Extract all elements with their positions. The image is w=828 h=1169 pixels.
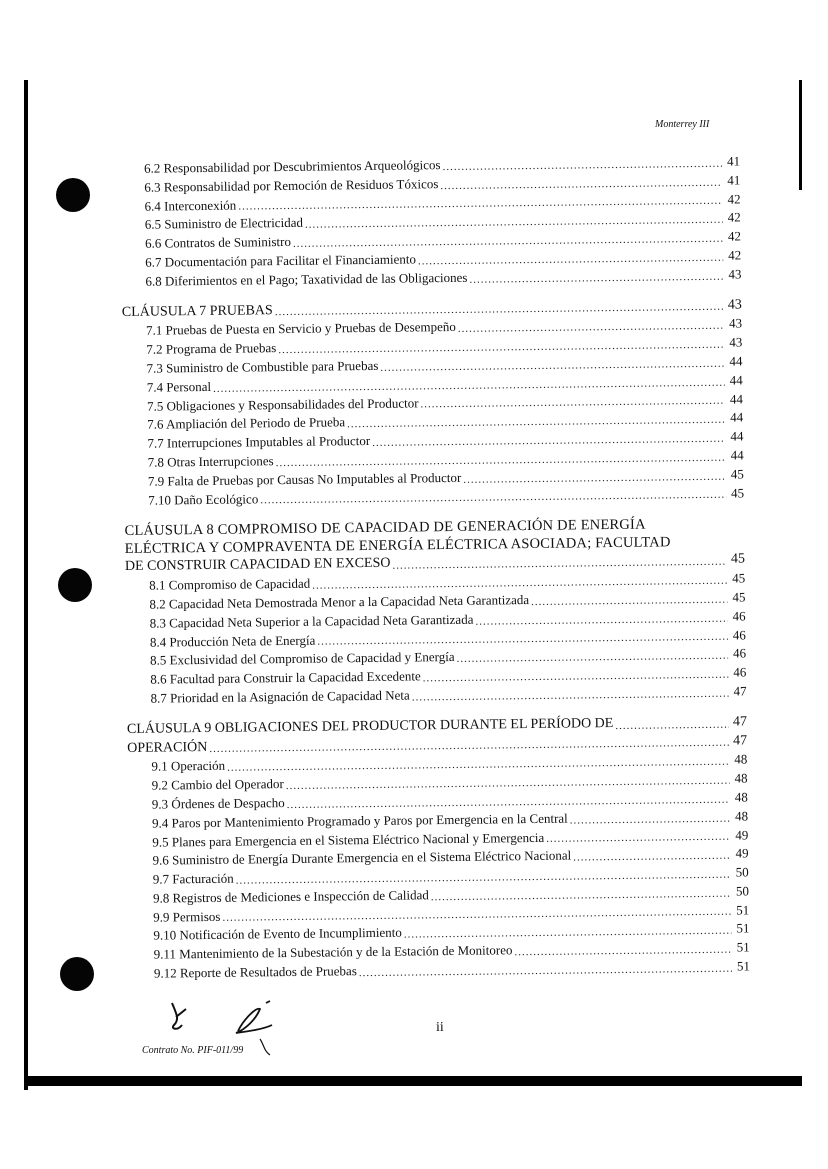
entry-title: 7.4 Personal: [146, 378, 212, 395]
page-number: 41: [727, 172, 741, 188]
toc-section-9: [127, 751, 750, 984]
page-number: 45: [731, 484, 745, 501]
entry-title: 9.12 Reporte de Resultados de Pruebas: [153, 963, 357, 981]
page-number: 46: [732, 645, 747, 661]
page-number: 49: [735, 845, 749, 861]
entry-title: 8.7 Prioridad en la Asignación de Capacidad Neta: [150, 687, 410, 706]
page-number: 45: [730, 466, 744, 482]
leader-dots: [531, 591, 727, 609]
page-number: 42: [728, 247, 742, 263]
page-number: 44: [730, 409, 744, 425]
page-number: 46: [733, 664, 747, 680]
page-number: 43: [728, 315, 743, 331]
leader-dots: [546, 829, 730, 847]
page-number: 51: [736, 939, 750, 955]
entry-title: 7.9 Falta de Pruebas por Causas No Imputables al Productor: [147, 469, 462, 489]
entry-title: 8.6 Facultad para Construir la Capacidad Excedente: [150, 668, 421, 687]
clause-title-line: OPERACIÓN: [127, 739, 208, 756]
entry-title: 9.1 Operación: [151, 758, 226, 774]
entry-title: 9.4 Paros por Mantenimiento Programado y Paros por Emergencia en la Central: [152, 810, 568, 831]
entry-title: 6.7 Documentación para Facilitar el Financiamiento: [145, 251, 417, 270]
table-of-contents: [120, 152, 750, 983]
entry-title: 7.10 Daño Ecológico: [148, 490, 259, 508]
entry-title: 9.6 Suministro de Energía Durante Emergencia en el Sistema Eléctrico Nacional: [152, 847, 572, 868]
punch-hole: [60, 957, 94, 991]
leader-dots: [570, 810, 731, 828]
page-number: 44: [729, 372, 743, 388]
page-number: 49: [735, 826, 749, 843]
leader-dots: [573, 848, 731, 866]
page-number: 47: [732, 714, 747, 730]
clause-title-line: CLÁUSULA 9 OBLIGACIONES DEL PRODUCTOR DURANTE EL PERÍODO DE: [126, 715, 614, 737]
leader-dots: [260, 487, 726, 509]
toc-section-8: [125, 570, 747, 709]
leader-dots: [457, 648, 729, 667]
entry-title: 7.6 Ampliación del Periodo de Prueba: [147, 414, 346, 433]
leader-dots: [442, 155, 722, 174]
page-number: 44: [730, 447, 744, 463]
leader-dots: [469, 268, 723, 287]
entry-title: 8.3 Capacidad Neta Superior a la Capacidad Neta Garantizada: [149, 611, 474, 631]
punch-hole: [56, 178, 90, 212]
clause-title: CLÁUSULA 7 PRUEBAS: [121, 302, 273, 320]
entry-title: 6.6 Contratos de Suministro: [144, 234, 291, 251]
page-number: 51: [736, 920, 750, 937]
page-number: 44: [730, 428, 744, 444]
page-number: 46: [732, 626, 746, 643]
page-number: 42: [727, 228, 742, 244]
leader-dots: [514, 942, 731, 961]
page-number: 48: [734, 751, 748, 767]
page-number: 44: [729, 390, 744, 407]
page-number: 43: [728, 266, 742, 282]
page-number: 51: [736, 958, 750, 974]
punch-hole: [58, 568, 92, 602]
entry-title: 9.11 Mantenimiento de la Subestación y de la Estación de Monitoreo: [153, 942, 513, 962]
entry-title: 8.5 Exclusividad del Compromiso de Capacidad y Energía: [150, 649, 455, 668]
entry-title: 7.5 Obligaciones y Responsabilidades del Productor: [146, 394, 419, 414]
scan-right-edge: [799, 80, 802, 190]
page-number: 47: [733, 683, 747, 699]
leader-dots: [359, 960, 732, 981]
entry-title: 7.2 Programa de Pruebas: [146, 340, 277, 357]
scan-bottom-edge: [24, 1076, 802, 1086]
contract-number: Contrato No. PIF-011/99: [142, 1045, 244, 1056]
clause-title-line: ELÉCTRICA Y COMPRAVENTA DE ENERGÍA ELÉCTRICA ASOCIADA; FACULTAD: [124, 534, 671, 558]
page-number: 51: [736, 902, 750, 918]
scan-left-edge: [24, 80, 28, 1090]
leader-dots: [615, 716, 729, 733]
entry-title: 9.5 Planes para Emergencia en el Sistema Eléctrico Nacional y Emergencia: [152, 829, 545, 850]
entry-title: 9.7 Facturación: [152, 870, 234, 887]
entry-title: 6.2 Responsabilidad por Descubrimientos Arqueológicos: [144, 157, 441, 176]
page-number: 43: [727, 296, 742, 313]
page-number: 48: [734, 789, 748, 805]
entry-title: 9.10 Notificación de Evento de Incumplimiento: [153, 925, 402, 944]
entry-title: 9.3 Órdenes de Despacho: [151, 794, 285, 812]
page-number: 44: [729, 353, 743, 369]
entry-title: 8.1 Compromiso de Capacidad: [149, 575, 311, 593]
entry-title: 9.9 Permisos: [153, 908, 221, 925]
entry-title: 6.8 Diferimientos en el Pago; Taxatividad de las Obligaciones: [145, 269, 468, 289]
page-number: 41: [726, 153, 741, 169]
entry-title: 6.3 Responsabilidad por Remoción de Residuos Tóxicos: [144, 175, 439, 195]
entry-title: 6.4 Interconexión: [144, 197, 237, 214]
leader-dots: [412, 685, 729, 705]
entry-title: 6.5 Suministro de Electricidad: [144, 215, 304, 233]
page-number: 45: [730, 551, 746, 567]
entry-title: 8.2 Capacidad Neta Demostrada Menor a la Capacidad Neta Garantizada: [149, 591, 530, 612]
toc-section-7: [122, 315, 744, 511]
page-number-footer: ii: [436, 1020, 444, 1035]
page-number: 45: [732, 570, 746, 586]
leader-dots: [458, 318, 724, 337]
page-number: 50: [735, 883, 750, 899]
entry-title: 7.7 Interrupciones Imputables al Productor: [147, 433, 371, 451]
leader-dots: [440, 174, 722, 193]
entry-title: 8.4 Producción Neta de Energía: [149, 632, 316, 650]
clause-title-line: CLÁUSULA 8 COMPROMISO DE CAPACIDAD DE GENERACIÓN DE ENERGÍA: [124, 516, 646, 540]
toc-section-6: [120, 152, 742, 291]
page-number: 48: [734, 808, 749, 824]
page-number: 45: [732, 589, 746, 605]
page-number: 42: [727, 209, 741, 225]
page-number: 50: [735, 864, 749, 880]
page-number: 47: [733, 732, 748, 749]
page-number: 42: [727, 191, 741, 207]
leader-dots: [475, 610, 727, 629]
entry-title: 9.2 Cambio del Operador: [151, 776, 284, 793]
leader-dots: [463, 468, 726, 487]
clause-title-line: DE CONSTRUIR CAPACIDAD EN EXCESO: [124, 556, 391, 575]
page-number: 48: [734, 770, 748, 786]
entry-title: 7.8 Otras Interrupciones: [147, 453, 274, 470]
entry-title: 9.8 Registros de Mediciones e Inspección de Calidad: [152, 887, 429, 906]
entry-title: 7.1 Pruebas de Puesta en Servicio y Pruebas de Desempeño: [145, 319, 456, 339]
entry-title: 7.3 Suministro de Combustible para Pruebas: [146, 357, 379, 376]
page-number: 43: [729, 334, 743, 350]
running-title: Monterrey III: [655, 119, 710, 130]
page-number: 46: [732, 608, 746, 624]
